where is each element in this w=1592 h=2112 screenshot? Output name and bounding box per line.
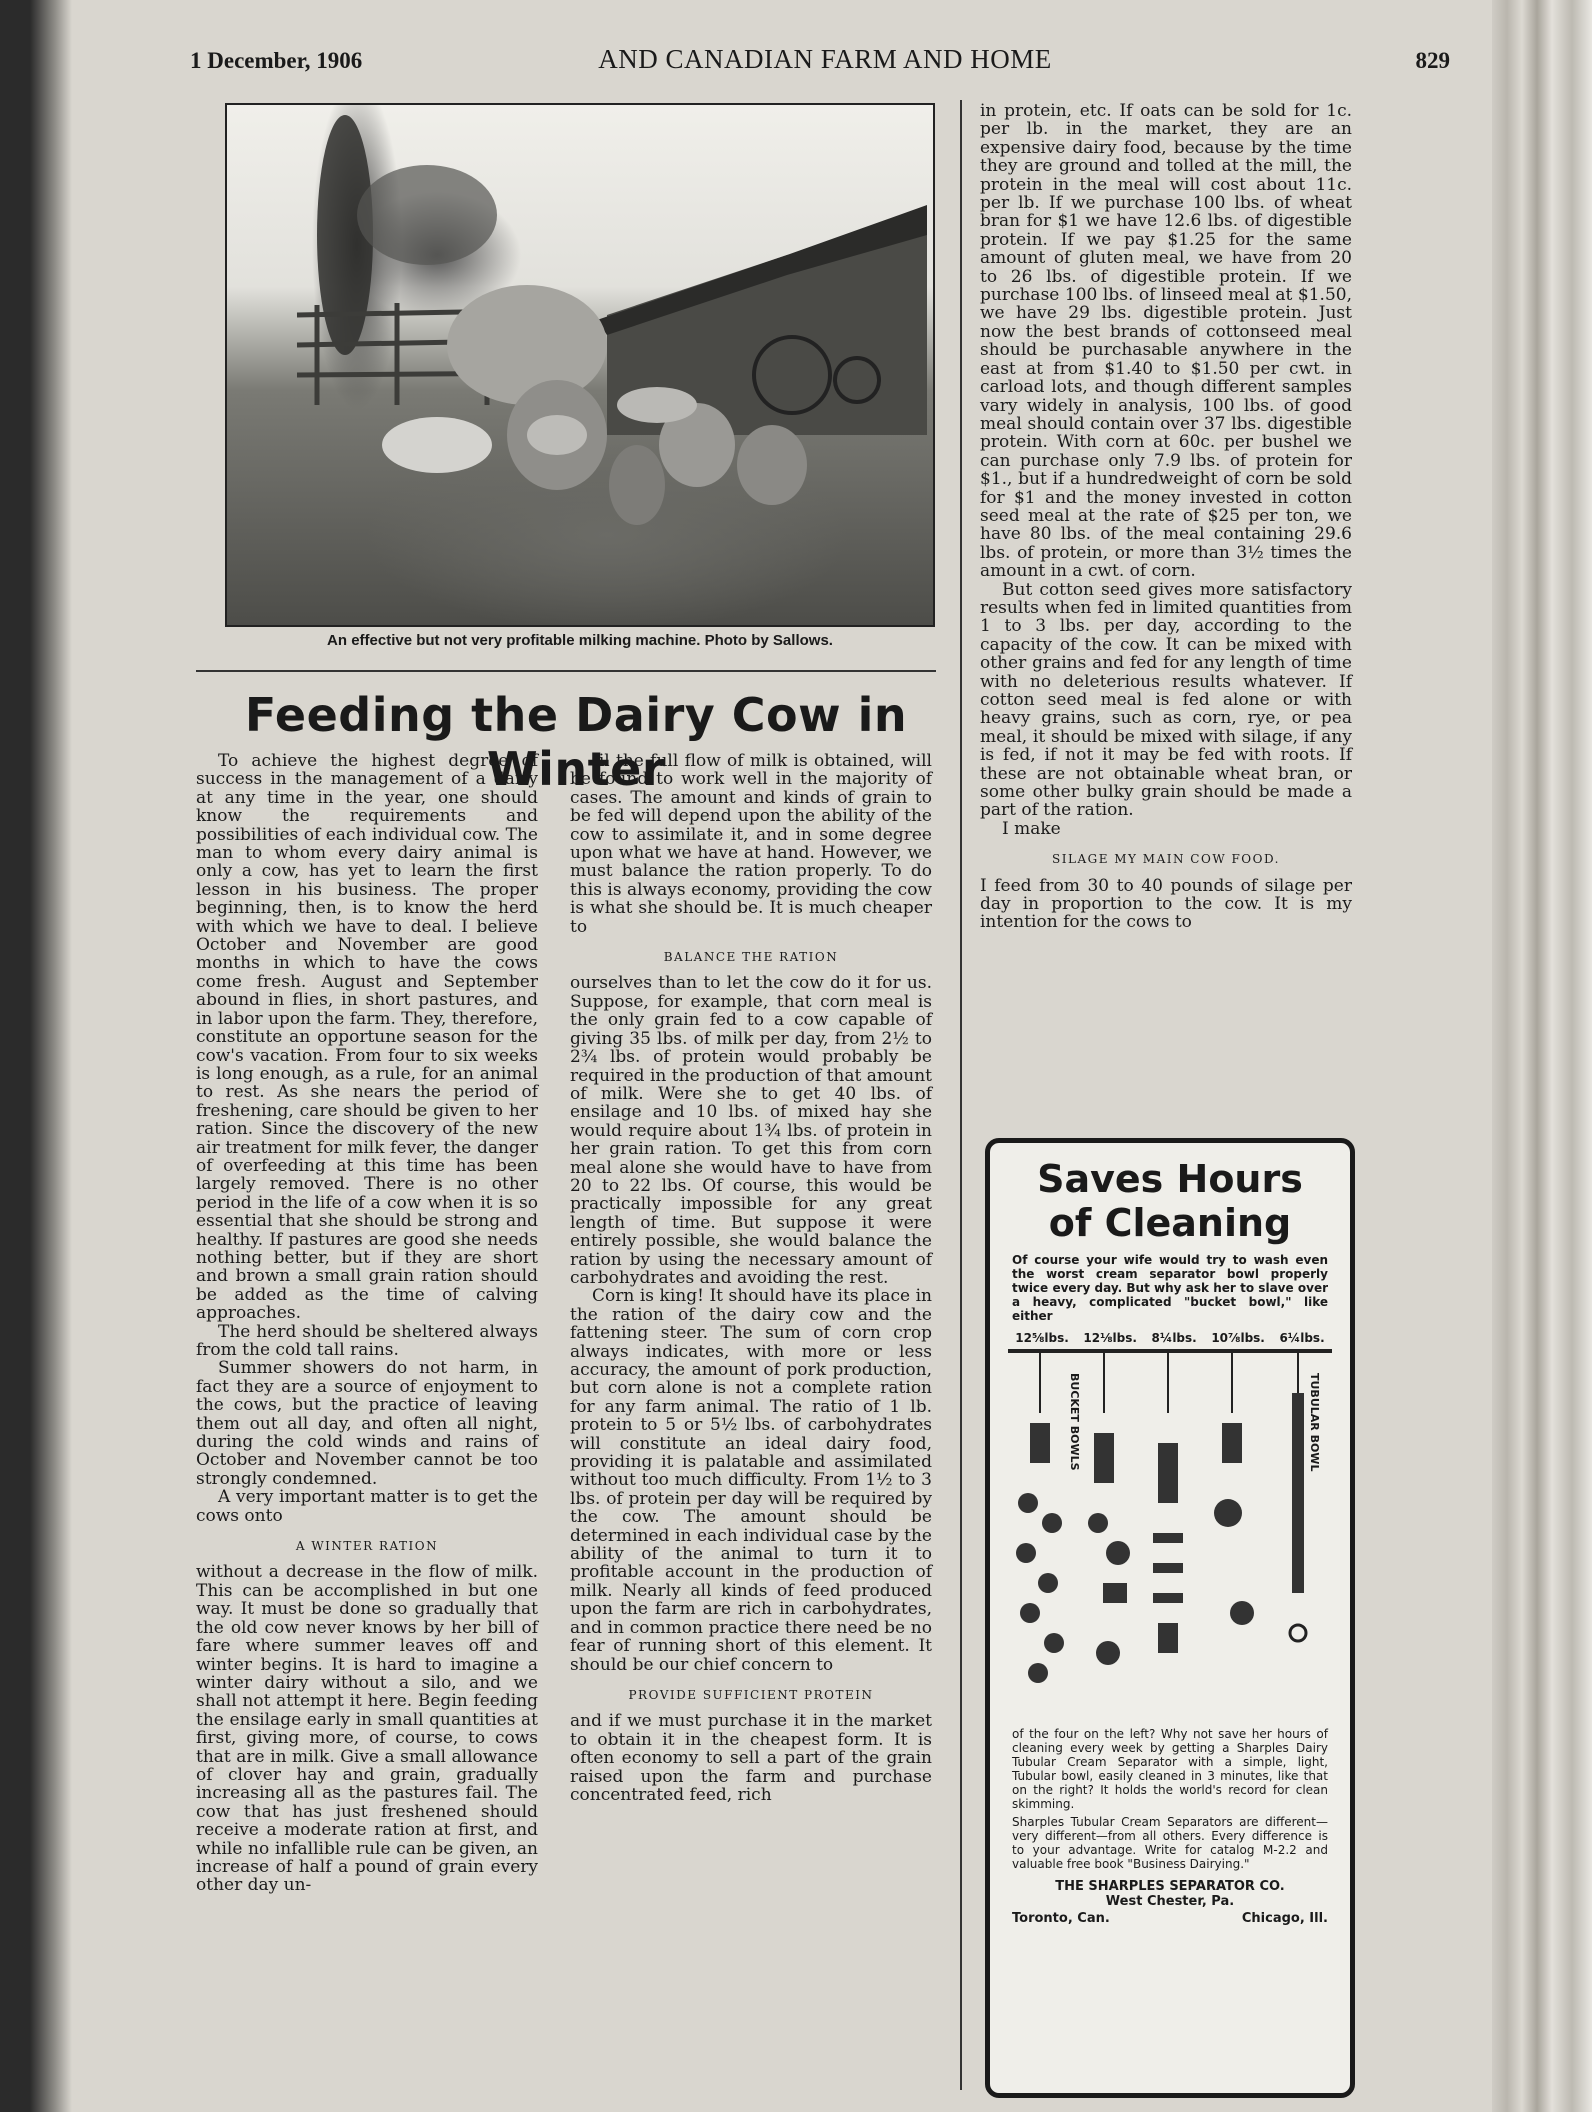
section-subhead: A WINTER RATION	[295, 1539, 439, 1554]
paragraph: I make	[1002, 818, 1061, 839]
ad-intro: Of course your wife would try to wash even the worst cream separator bowl properly twice every day. But why ask her to slave over a heavy, complicated "bucket bowl," like either	[1012, 1253, 1328, 1323]
bucket-bowls-label: BUCKET BOWLS	[1068, 1373, 1081, 1471]
weight-label: 6¼lbs.	[1279, 1331, 1325, 1345]
ad-headline	[990, 1157, 1350, 1245]
magazine-page	[80, 0, 1500, 2112]
ad-weights	[1008, 1331, 1332, 1345]
column-rule	[960, 100, 962, 2090]
company-address: West Chester, Pa.	[1105, 1894, 1235, 1909]
section-subhead: PROVIDE SUFFICIENT PROTEIN	[628, 1687, 874, 1702]
tubular-bowl-label: TUBULAR BOWL	[1308, 1373, 1321, 1472]
article-headline: Feeding the Dairy Cow in Winter	[244, 688, 908, 796]
article-column-3	[980, 102, 1352, 932]
article-column-2	[570, 752, 932, 1804]
issue-date: 1 December, 1906	[190, 48, 363, 73]
paragraph: and if we must purchase it in the market to obtain it in the cheapest form. It is often economy to sell a part of the grain raised upon the farm and purchase concentrated feed, rich	[570, 1711, 932, 1805]
binding-gutter	[0, 0, 72, 2112]
section-subhead: SILAGE MY MAIN COW FOOD.	[1052, 852, 1280, 867]
bowl-parts-drawing	[1008, 1353, 1332, 1723]
paragraph: I feed from 30 to 40 pounds of silage per day in proportion to the cow. It is my intention for the cows to	[980, 875, 1352, 933]
company-name: THE SHARPLES SEPARATOR CO.	[1055, 1879, 1285, 1894]
section-subhead: BALANCE THE RATION	[663, 950, 839, 965]
paragraph: ourselves than to let the cow do it for us. Suppose, for example, that corn meal is the only grain fed to a cow capable of giving 35 lbs. of milk per day, from 2½ to 2¾ lbs. of protein would probably be required in the production of that amount of milk. Were she to get 40 lbs. of ensilage and 10 lbs. of mixed hay she would require about 1¾ lbs. of protein in her grain ration. To get this from corn meal alone she would have to have from 20 to 22 lbs. Of course, this would be practically impossible for any great length of time. But suppose it were entirely possible, she would balance the ration by using the necessary amount of carbohydrates and avoiding the rest.	[570, 973, 932, 1288]
ad-headline-line-1: Saves Hours	[1037, 1157, 1303, 1201]
headline-rule	[196, 670, 936, 672]
paragraph: in protein, etc. If oats can be sold for 1c. per lb. in the market, they are an expensive dairy food, because by the time they are ground and tolled at the mill, the protein in the meal will cost about 11c. per lb. If we purchase 100 lbs. of wheat bran for $1 we have 12.6 lbs. of digestible protein. If we pay $1.25 for the same amount of gluten meal, we have from 20 to 26 lbs. of digestible protein. If we purchase 100 lbs. of linseed meal at $1.50, we have 29 lbs. digestible protein. Just now the best brands of cottonseed meal should be purchasable anywhere in the east at from $1.40 to $1.50 per cwt. in carload lots, and though different samples vary widely in analysis, 100 lbs. of good meal should contain over 37 lbs. digestible protein. With corn at 60c. per bushel we can purchase only 7.9 lbs. of protein for $1., but if a hundredweight of corn be sold for $1 and the money invested in cotton seed meal at the rate of $25 per ton, we have 80 lbs. of the meal containing 29.6 lbs. of protein, or more than 3½ times the amount in a cwt. of corn.	[980, 101, 1352, 582]
weight-label: 12⅝lbs.	[1015, 1331, 1069, 1345]
sharples-advertisement	[985, 1138, 1355, 2098]
page-edges	[1492, 0, 1592, 2112]
page-number: 829	[1415, 48, 1450, 73]
weight-label: 10⅞lbs.	[1211, 1331, 1265, 1345]
paragraph: The herd should be sheltered always from the cold tall rains.	[196, 1321, 538, 1360]
farm-photo	[225, 103, 935, 627]
city-right: Chicago, Ill.	[1241, 1911, 1328, 1926]
publication-title: AND CANADIAN FARM AND HOME	[598, 44, 1052, 74]
photo-caption: An effective but not very profitable milking machine. Photo by Sallows.	[327, 632, 833, 649]
paragraph: To achieve the highest degree of success in the management of a dairy at any time in the year, one should know the requirements and possibilities of each individual cow. The man to whom every dairy animal is only a cow, has yet to learn the first lesson in his business. The proper beginning, then, is to know the herd with which we have to deal. I believe October and November are good months in which to have the cows come fresh. August and September abound in flies, in short pastures, and in labor upon the farm. They, therefore, constitute an opportune season for the cow's vacation. From four to six weeks is long enough, as a rule, for an animal to rest. As she nears the period of freshening, care should be given to her ration. Since the discovery of the new air treatment for milk fever, the danger of overfeeding at this time has been largely removed. There is no other period in the life of a cow when it is so essential that she should be strong and healthy. If pastures are good she needs nothing better, but if they are short and brown a small grain ration should be added as the time of calving approaches.	[196, 751, 538, 1324]
branch-cities	[1012, 1911, 1328, 1926]
bowl-illustration	[1008, 1353, 1332, 1723]
weight-label: 8¼lbs.	[1151, 1331, 1197, 1345]
running-head	[190, 44, 1460, 78]
weight-label: 12⅛lbs.	[1083, 1331, 1137, 1345]
paragraph: without a decrease in the flow of milk. This can be accomplished in but one way. It must be done so gradually that the old cow never knows by her bill of fare where summer leaves off and winter begins. It is hard to imagine a winter dairy without a silo, and we shall not attempt it here. Begin feeding the ensilage early in small quantities at first, giving more, of course, to cows that are in milk. Give a small allowance of clover hay and grain, gradually increasing all as the pastures fail. The cow that has just freshened should receive a moderate ration at first, and while no infallible rule can be given, an increase of half a pound of grain every other day un-	[196, 1562, 538, 1896]
photo-illustration	[227, 105, 933, 625]
city-left: Toronto, Can.	[1012, 1911, 1110, 1926]
ad-body-1: of the four on the left? Why not save her hours of cleaning every week by getting a Sharples Dairy Tubular Cream Separator with a simple, light, Tubular bowl, easily cleaned in 3 minutes, like that on the right? It holds the world's record for clean skimming.	[1012, 1727, 1328, 1811]
paragraph: til the full flow of milk is obtained, will be found to work well in the majority of cases. The amount and kinds of grain to be fed will depend upon the ability of the cow to assimilate it, and in some degree upon what we have at hand. However, we must balance the ration properly. To do this is always economy, providing the cow is what she should be. It is much cheaper to	[570, 751, 932, 937]
paragraph: Corn is king! It should have its place in the ration of the dairy cow and the fattening steer. The sum of corn crop always indicates, with more or less accuracy, the amount of pork production, but corn alone is not a complete ration for any farm animal. The ratio of 1 lb. protein to 5 or 5½ lbs. of carbohydrates will constitute an ideal dairy food, providing it is palatable and assimilated without too much difficulty. From 1½ to 3 lbs. of protein per day will be required by the cow. The amount should be determined in each individual case by the ability of the animal to turn it to profitable account in the production of milk. Nearly all kinds of feed produced upon the farm are rich in carbohydrates, and in common practice there need be no fear of running short of this element. It should be our chief concern to	[570, 1286, 932, 1675]
ad-body-2: Sharples Tubular Cream Separators are different—very different—from all others. Every difference is to your advantage. Write for catalog M-2.2 and valuable free book "Business Dairying."	[1012, 1815, 1328, 1871]
ad-headline-line-2: of Cleaning	[1048, 1201, 1292, 1245]
article-column-1	[196, 752, 538, 1895]
paragraph: But cotton seed gives more satisfactory results when fed in limited quantities from 1 to 3 lbs. per day, according to the capacity of the cow. It can be mixed with other grains and fed for any length of time with no deleterious results whatever. If cotton seed meal is fed alone or with heavy grains, such as corn, rye, or pea meal, it should be mixed with silage, if any is fed, if not it may be fed with roots. If these are not obtainable wheat bran, or some other bulky grain should be made a part of the ration.	[980, 579, 1352, 821]
paragraph: A very important matter is to get the cows onto	[196, 1487, 538, 1526]
paragraph: Summer showers do not harm, in fact they are a source of enjoyment to the cows, but the practice of leaving them out all day, and often all night, during the cold winds and rains of October and November cannot be too strongly condemned.	[196, 1358, 538, 1489]
